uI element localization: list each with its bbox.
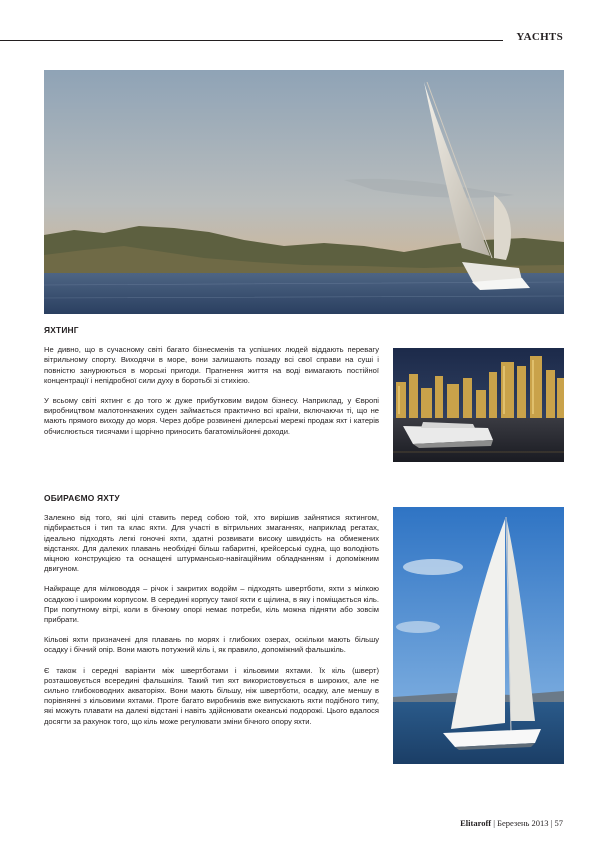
paragraph: Найкраще для мілководдя – річок і закритих водойм – підходять швертботи, яхти з мілкою осадкою і широким корпусом. В середині корпусу такої яхти є щілина, в яку і поміщається кіль. При попутному вітрі, коли в бічному опорі немає потреби, кіль можна підняти або зовсім прибрати. [44, 584, 379, 625]
paragraph: Кільові яхти призначені для плавань по морях і глибоких озерах, оскільки мають більшу осадку і бічний опір. Вони мають потужний кіль і, як правило, допоміжний фальшкіль. [44, 635, 379, 655]
header-rule [0, 40, 503, 41]
paragraph: Не дивно, що в сучасному світі багато бізнесменів та успішних людей віддають перевагу вітрильному спорту. Виходячи в море, вони залишають позаду всі свої справи на суші і повністю занурюються в морські пригоди. Прагнення життя на воді вимагають постійної концентрації і непідробної сили духу в боротьбі зі стихією. [44, 345, 379, 385]
issue-date: Березень 2013 [497, 818, 549, 828]
section-heading: ОБИРАЄМО ЯХТУ [44, 493, 120, 503]
section-label: YACHTS [516, 31, 563, 43]
paragraph: Є також і середні варіанти між швертботами і кільовими яхтами. Їх кіль (шверт) розташовується всередині фальшкіля. Такий тип яхт використовується в широких, але не сильно глибоководних акваторіях. Вони мають більшу, ніж швертботи, осадку, але меншу в порівнянні з кільовими яхтами. Проте багато виробників вже випускають яхти подібного типу, які можуть плавати на далекі відстані і навіть здійснювати океанські подорожі. Цього вдалося досягти за рахунок того, що кіль може регулювати зміни бічного опору яхти. [44, 665, 379, 726]
paragraph: У всьому світі яхтинг є до того ж дуже прибутковим видом бізнесу. Наприклад, у Європі виробництвом малотоннажних суден займається практично всі країни, включаючи ті, що не мають прямого виходу до моря. Через добре розвинені дилерські мережі продаж яхт і катерів обчислюється тисячами і щорічно приносить багатомільйонні доходи. [44, 396, 379, 436]
footer-divider: | [493, 818, 498, 828]
magazine-name: Elitaroff [460, 818, 492, 828]
sailboat-photo [393, 507, 564, 764]
page-footer [460, 818, 563, 828]
page-number: 57 [554, 818, 563, 828]
section-yachting [44, 325, 379, 447]
section-heading: ЯХТИНГ [44, 325, 79, 335]
marina-skyline-photo [393, 348, 564, 462]
footer-divider: | [550, 818, 555, 828]
section-choosing-yacht [44, 493, 379, 737]
paragraph: Залежно від того, які цілі ставить перед собою той, хто вирішив зайнятися яхтингом, підбирається і тип та клас яхти. Для участі в вітрильних змаганнях, наприклад регатах, ідеально підходять легкі гоночні яхти, здатні розвивати високу швидкість на обмежених відстанях. Для далеких плавань необхідні більш габаритні, крейсерські судна, що володіють міцною конструкцією та оснащені штурмансько-навігаційним обладнанням і допоміжним двигуном. [44, 513, 379, 574]
hero-yacht-photo [44, 70, 564, 314]
